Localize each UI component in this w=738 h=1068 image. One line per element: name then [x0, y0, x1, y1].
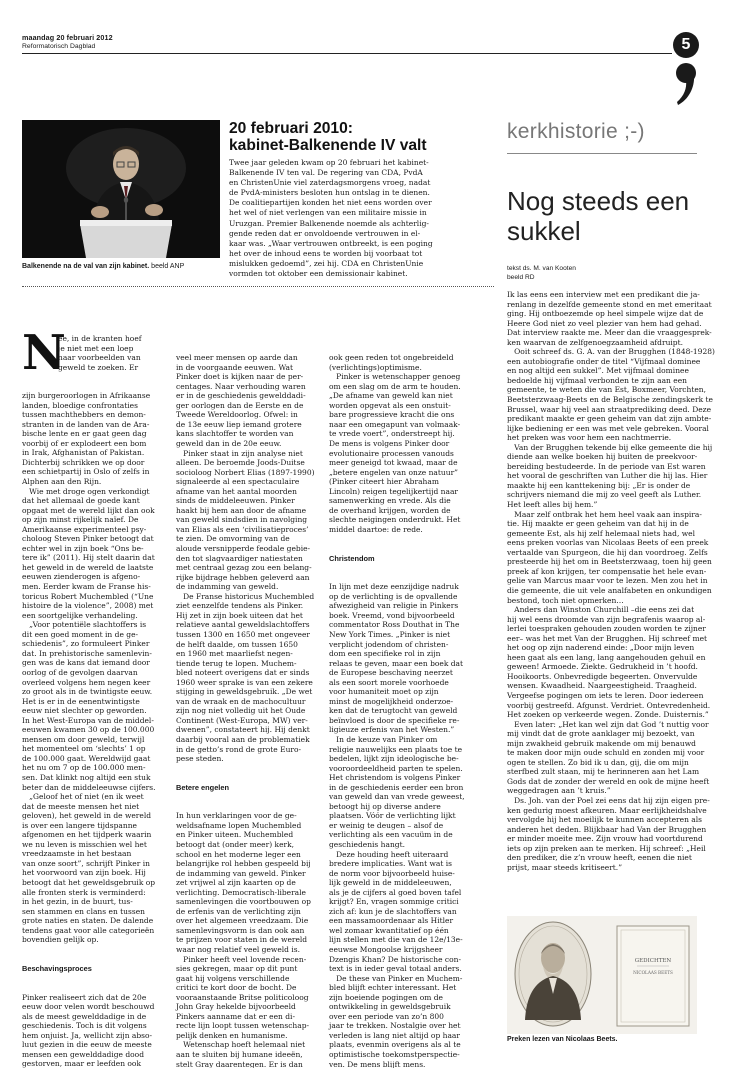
article-col1-tail: Pinker realiseert zich dat de 20e eeuw door velen wordt beschouwd als de meest gewelddadige in de geschiedenis. Toch is dit volgens hem onjuist. Ja, wellicht zijn abso- luut gezien in die eeuw de meeste mensen een gewelddadige dood gestorven, maar er leefden ook — [22, 992, 155, 1068]
speaker-figure-icon — [22, 120, 220, 258]
subheading-betere-engelen: Betere engelen — [176, 782, 229, 792]
article-col2-tail: In hun verklaringen voor de ge- weldsafname lopen Muchembled en Pinker uiteen. Muchembled betoogt dat (onder meer) kerk, school en het moderne leger een belangrijke rol hebben gespeeld bij de indamming van geweld. Pinker zet vrijwel al zijn kaarten op de verlichting. Democratisch-liberale samenlevingen die voortbouwen op de erfenis van de verlichting zijn over het algemeen vreedzaam. Die samenlevingsvorm is dan ook aan te prijzen voor staten in de wereld waar nog relatief veel geweld is. Pinker heeft veel lovende recen- sies gekregen, maar op dit punt gaat hij volgens verschillende critici te kort door de bocht. De vooraanstaande Britse politicoloog John Gray hekelde bijvoorbeeld Pinkers aanname dat er een di- recte lijn loopt tussen wetenschap- pelijk denken en humanisme. Wetenschap hoeft helemaal niet aan te sluiten bij humane ideeën, stelt Gray daarentegen. Er is dan — [176, 811, 311, 1068]
sidebar-headline — [229, 121, 489, 154]
engraving-caption: Preken lezen van Nicolaas Beets. — [507, 1036, 618, 1043]
portrait-and-book-icon — [507, 916, 697, 1034]
beets-engraving-image — [507, 916, 697, 1034]
column-headline-line2: sukkel — [507, 216, 581, 246]
page-number-badge: 5 — [673, 32, 699, 58]
column-headline — [507, 186, 707, 246]
article-col3-body: ook geen reden tot ongebreideld (verlichtings)optimisme. Pinker is wetenschapper genoeg om een slag om de arm te houden. „De afname van geweld kan niet worden opgevat als een onstuit- bare progressieve kracht die ons naar een omegapunt van volmaak- te vrede voert”, onderstreept hij. De mens is volgens Pinker door evolutionaire processen vanouds meer geneigd tot kwaad, maar de „betere engelen van onze natuur” (Pinker citeert hier Abraham Lincoln) reigen tegelijkertijd naar samenwerking en vrede. Als die de overhand krijgen, worden de slechte neigingen onderdrukt. Het middel daartoe: de rede. — [329, 353, 461, 534]
sidebar-body: Twee jaar geleden kwam op 20 februari het kabinet- Balkenende IV ten val. De regering van CDA, PvdA en ChristenUnie viel zaterdagsmorgens vroeg, nadat de PvdA-ministers besloten hun ontslag in te dienen. De coalitiepartijen konden het niet eens worden over het wel of niet verlengen van een militaire missie in Uruzgan. Premier Balkenende noemde als achterlig- gende reden dat er onvoldoende vertrouwen in el- kaar was. „Waar vertrouwen ontbreekt, is een poging het over de inhoud eens te worden bij voorbaat tot mislukken gedoemd”, zei hij. CDA en ChristenUnie vormden tot oktober een demissionair kabinet. — [229, 158, 433, 279]
book-title-line1: GEDICHTEN — [634, 958, 672, 964]
masthead — [22, 33, 322, 50]
newspaper-name: Reformatorisch Dagblad — [22, 43, 96, 50]
article-column-3 — [329, 334, 465, 1068]
photo-credit: beeld ANP — [151, 263, 185, 270]
balkenende-photo — [22, 120, 220, 258]
photo-caption — [22, 263, 232, 270]
photo-caption-text: Balkenende na de val van zijn kabinet. — [22, 263, 150, 270]
kerkhistorie-body: Ik las eens een interview met een predikant die ja- renlang in dezelfde gemeente stond en met emeritaat ging. Hij ontboezemde op heel simpele wijze dat de Heere God niet zo veel plezier van hem had gehad. Dat interview raakte me. Meer dan die vraaggesprek- ken waarvan de zelfgenoegzaamheid afdruipt. Ooit schreef ds. G. A. van der Brugghen (1848-1928) een autobiografie onder de titel “Vijfmaal dominee en nog altijd een sukkel”. Met vijfmaal dominee bedoelde hij vijfmaal verbonden te zijn aan een gemeente, te weten die van Est, Boxmeer, Vorchten, Beetsterzwaag-Beets en de Belgische zendingskerk te Brussel, waar hij veel aan straatprediking deed. Deze predikant maakte er geen geheim van dat zijn ambte- lijke bediening er een was met vele gebreken. Vooral het preken was voor hem een nachtmerrie. Van der Brugghen tekende bij elke gemeente die hij diende aan welke boeken hij buiten de preekvoor- bereiding bestudeerde. In de periode van Est waren het vooral de geschriften van Luther die hij las. Hier maakte hij een kanttekening bij: „Er is onder de schrijvers niemand die mij zo veel geeft als Luther. Het leeft alles bij hem.” Maar zelf ontbrak het hem heel vaak aan inspira- tie. Hij maakte er geen geheim van dat hij in de gemeente Est, als hij zelf helemaal niets had, wel eens preken voorlas van Nicolaas Beets of een preek vertaalde van Spurgeon, die hij dan voordroeg. Zelfs presteerde hij het om in Beetsterzwaag, toen hij geen preek af kon krijgen, ter compensatie het hele evan- gelie van Marcus maar voor te lezen. Men zou het in die gemeente, die uit vele analfabeten en onkundigen bestond, toch niet opmerken… Anders dan Winston Churchill –die eens zei dat hij wel eens droomde van zijn begrafenis waarop al- lerlei toespraken gehouden zouden worden te zijner eer– was het met Van der Brugghen. Hij schreef met het oog op zijn naderend einde: „Door mijn leven heen gaat als een lang, lang aangehouden gehuil en geween! Armoede. Ziekte. Gedrukheid in ’t hoofd. Hooikoorts. Onbevredigde begeerten. Onvervulde wensen. Kwaadheid. Naargeestigheid. Traagheid. Vergeefse pogingen om iets te leren. Door iedereen voorbij gestreefd. Afgunst. Verdriet. Ontevredenheid. Het zoeken op verkeerde wegen. Zonde. Duisternis.” Even later: „Het kan wel zijn dat God ’t nuttig voor mij vindt dat de grote aanklager mij bezoekt, van mijn zwakheid gebruik makende om mij benauwd te maken door mijn oude schuld en zonden mij voor ogen te stellen. Zo bid ik u dan, gij, die om mijn sterfbed zult staan, mij te herinneren aan het Lam Gods dat de zonder der wereld en ook de mijne heeft weggedragen aan ’t kruis.” Ds. Joh. van der Poel zei eens dat hij zijn eigen pre- ken gedurig moest afkeuren. Maar eerlijkheidshalve vervolgde hij het moeilijk te kunnen accepteren als anderen het deden. Blijkbaar had Van der Brugghen er minder moeite mee. Zijn vrouw had voortdurend iets op zijn preken aan te merken. Hij schreef: „Heil den prediker, die z’n vrouw heeft, eenen die niet prijst, maar steeds kritiseert.” — [507, 290, 715, 872]
article-col2-body: veel meer mensen op aarde dan in de voorgaande eeuwen. Wat Pinker doet is kijken naar de per- centages. Naar verhouding waren er in de geschiedenis gewelddadi- ger oorlogen dan de Eerste en de Tweede Wereldoorlog. Ofwel: in de 13e eeuw liep iemand grotere kans slachtoffer te worden van geweld dan in de 20e eeuw. Pinker staat in zijn analyse niet alleen. De beroemde Joods-Duitse socioloog Norbert Elias (1897-1990) signaleerde al een spectaculaire afname van het aantal moorden sinds de middeleeuwen. Pinker haakt bij hem aan door de afname van geweld sindsdien in navolging van Elias als een ‘civilisatieproces’ te zien. De omvorming van de aloude versnipperde feodale gebie- den tot slagvaardiger natiestaten met centraal gezag zou een belang- rijke bijdrage hebben geleverd aan de indamming van geweld. De Franse historicus Muchembled ziet eenzelfde tendens als Pinker. Hij zet in zijn boek uiteen dat het relatieve aantal geweldslachtoffers tussen 1300 en 1650 met ongeveer de helft daalde, om tussen 1650 en 1960 met maarliefst negen- tiende terug te lopen. Muchem- bled noteert overigens dat er sinds 1960 weer sprake is van een zekere stijging in geweldsgebruik. „De wet van de wraak en de machocultuur zijn nog niet volledig uit het Oude Continent (West-Europa, MW) ver- dwenen”, constateert hij. Hij denkt daarbij vooral aan de problematiek in de getto’s rond de grote Euro- pese steden. — [176, 353, 315, 764]
article-col1-lead: ee, in de kranten hoef je niet met een loep naar voorbeelden van geweld te zoeken. Er — [58, 334, 142, 372]
article-col1-body: zijn burgeroorlogen in Afrikaanse landen, bloedige confrontaties tussen machthebbers en demon- stranten in de landen van de Ara- bische lente en er gaat geen dag voorbij of er explodeert een bom in Irak, Afghanistan of Pakistan. Dichterbij schrikken we op door een schietpartij in Oslo of zelfs in Alphen aan den Rijn. Wie met droge ogen verkondigt dat het allemaal de goede kant opgaat met de wereld lijkt dan ook op zijn minst rijkelijk naïef. De Amerikaanse experimenteel psy- choloog Steven Pinker betoogt dat echter wel in zijn boek “Ons be- tere ik” (2011). Hij stelt daarin dat het geweld in de wereld de laatste eeuwen zienderogen is afgeno- men. Eerder kwam de Franse his- toricus Robert Muchembled (“Une histoire de la violence”, 2008) met een soortgelijke verhandeling. „Voor potentiële slachtoffers is dit een goed moment in de ge- schiedenis”, zo formuleert Pinker dat. In prehistorische samenlevin- gen was de kans dat iemand door oorlog of de gevolgen daarvan overleed volgens hem negen keer zo groot als in de twintigste eeuw. Het is er in de eenentwintigste eeuw niet slechter op geworden. In het West-Europa van de middel- eeuwen kwamen 30 op de 100.000 mensen om door geweld, terwijl het momenteel om ‘slechts’ 1 op de 100.000 gaat. Wereldwijd gaat het nu om 7 op de 100.000 men- sen. Dat klinkt nog altijd een stuk beter dan de middeleeuwse cijfers. „Geloof het of niet (en ik weet dat de meeste mensen het niet geloven), het geweld in de wereld is over een langere tijdspanne afgenomen en het tijdperk waarin we nu leven is misschien wel het vreedzaamste in het bestaan van onze soort”, schrijft Pinker in het voorwoord van zijn boek. Hij betoogt dat het geweldsgebruik op alle fronten sterk is verminderd: in het gezin, in de buurt, tus- sen stammen en clans en tussen grote naties en staten. De dalende tendens gaat voor alle categorieën bovendien gelijk op. — [22, 391, 156, 945]
article-column-2 — [176, 334, 315, 1068]
section-label: kerkhistorie ;-) — [507, 120, 645, 143]
section-rule — [507, 153, 697, 154]
dotted-separator — [22, 286, 494, 287]
header-rule — [22, 53, 672, 54]
issue-date: maandag 20 februari 2012 — [22, 33, 113, 42]
drop-cap: N — [22, 325, 66, 381]
article-col3-tail: In lijn met deze eenzijdige nadruk op de verlichting is de opvallende afwezigheid van religie in Pinkers boek. Vreemd, vond bijvoorbeeld commentator Ross Douthat in The New York Times. „Pinker is niet verplicht jodendom of christen- dom een specifieke rol in zijn relaas te geven, maar een boek dat de Europese beschaving neerzet als een soort morele voorhoede voor humaniteit moet op zijn minst de mogelijkheid onderzoe- ken dat de terugtocht van geweld beïnvloed is door de specifieke re- ligieuze erfenis van het Westen.” In de keuze van Pinker om religie nauwelijks een plaats toe te bedelen, lijkt zijn ideologische be- vooroordeeldheid parten te spelen. Het christendom is volgens Pinker in de geschiedenis eerder een bron van geweld dan van vrede geweest, betoogt hij op diverse andere plaatsen. Vóór de verlichting lijkt er weinig te deugen – alsof de verlichting als een vacuüm in de geschiedenis hangt. Deze houding heeft uiteraard bredere implicaties. Want wat is de norm voor bijvoorbeeld huise- lijk geweld in de middeleeuwen, als je de cijfers al goed boven tafel krijgt? En, vragen sommige critici zich af: kun je de slachtoffers van een massamoordenaar als Hitler wel zomaar kwantitatief op één lijn stellen met die van de 12e/13e- eeuwse Mongoolse krijgsheer Dzengis Khan? De historische con- text is in ieder geval totaal anders. De these van Pinker en Muchem- bled blijft echter interessant. Het zijn boeiende pogingen om de ontwikkeling in geweldsgebruik over een periode van zo’n 800 jaar te trekken. Nostalgie over het verleden is lang niet altijd op haar plaats, evenmin overigens als al te optimistische toekomstperspectie- ven. De mens blijft mens. — [329, 582, 465, 1068]
sidebar-headline-line1: 20 februari 2010: — [229, 120, 353, 137]
comma-logo-icon — [674, 62, 698, 106]
book-title-line2: NICOLAAS BEETS — [633, 970, 673, 975]
subheading-christendom: Christendom — [329, 553, 375, 563]
article-column-1 — [22, 372, 155, 1068]
column-headline-line1: Nog steeds een — [507, 186, 690, 216]
subheading-beschavingsproces: Beschavingsproces — [22, 963, 92, 973]
byline: tekst ds. M. van Kooten beeld RD — [507, 265, 576, 281]
sidebar-headline-line2: kabinet-Balkenende IV valt — [229, 136, 427, 154]
